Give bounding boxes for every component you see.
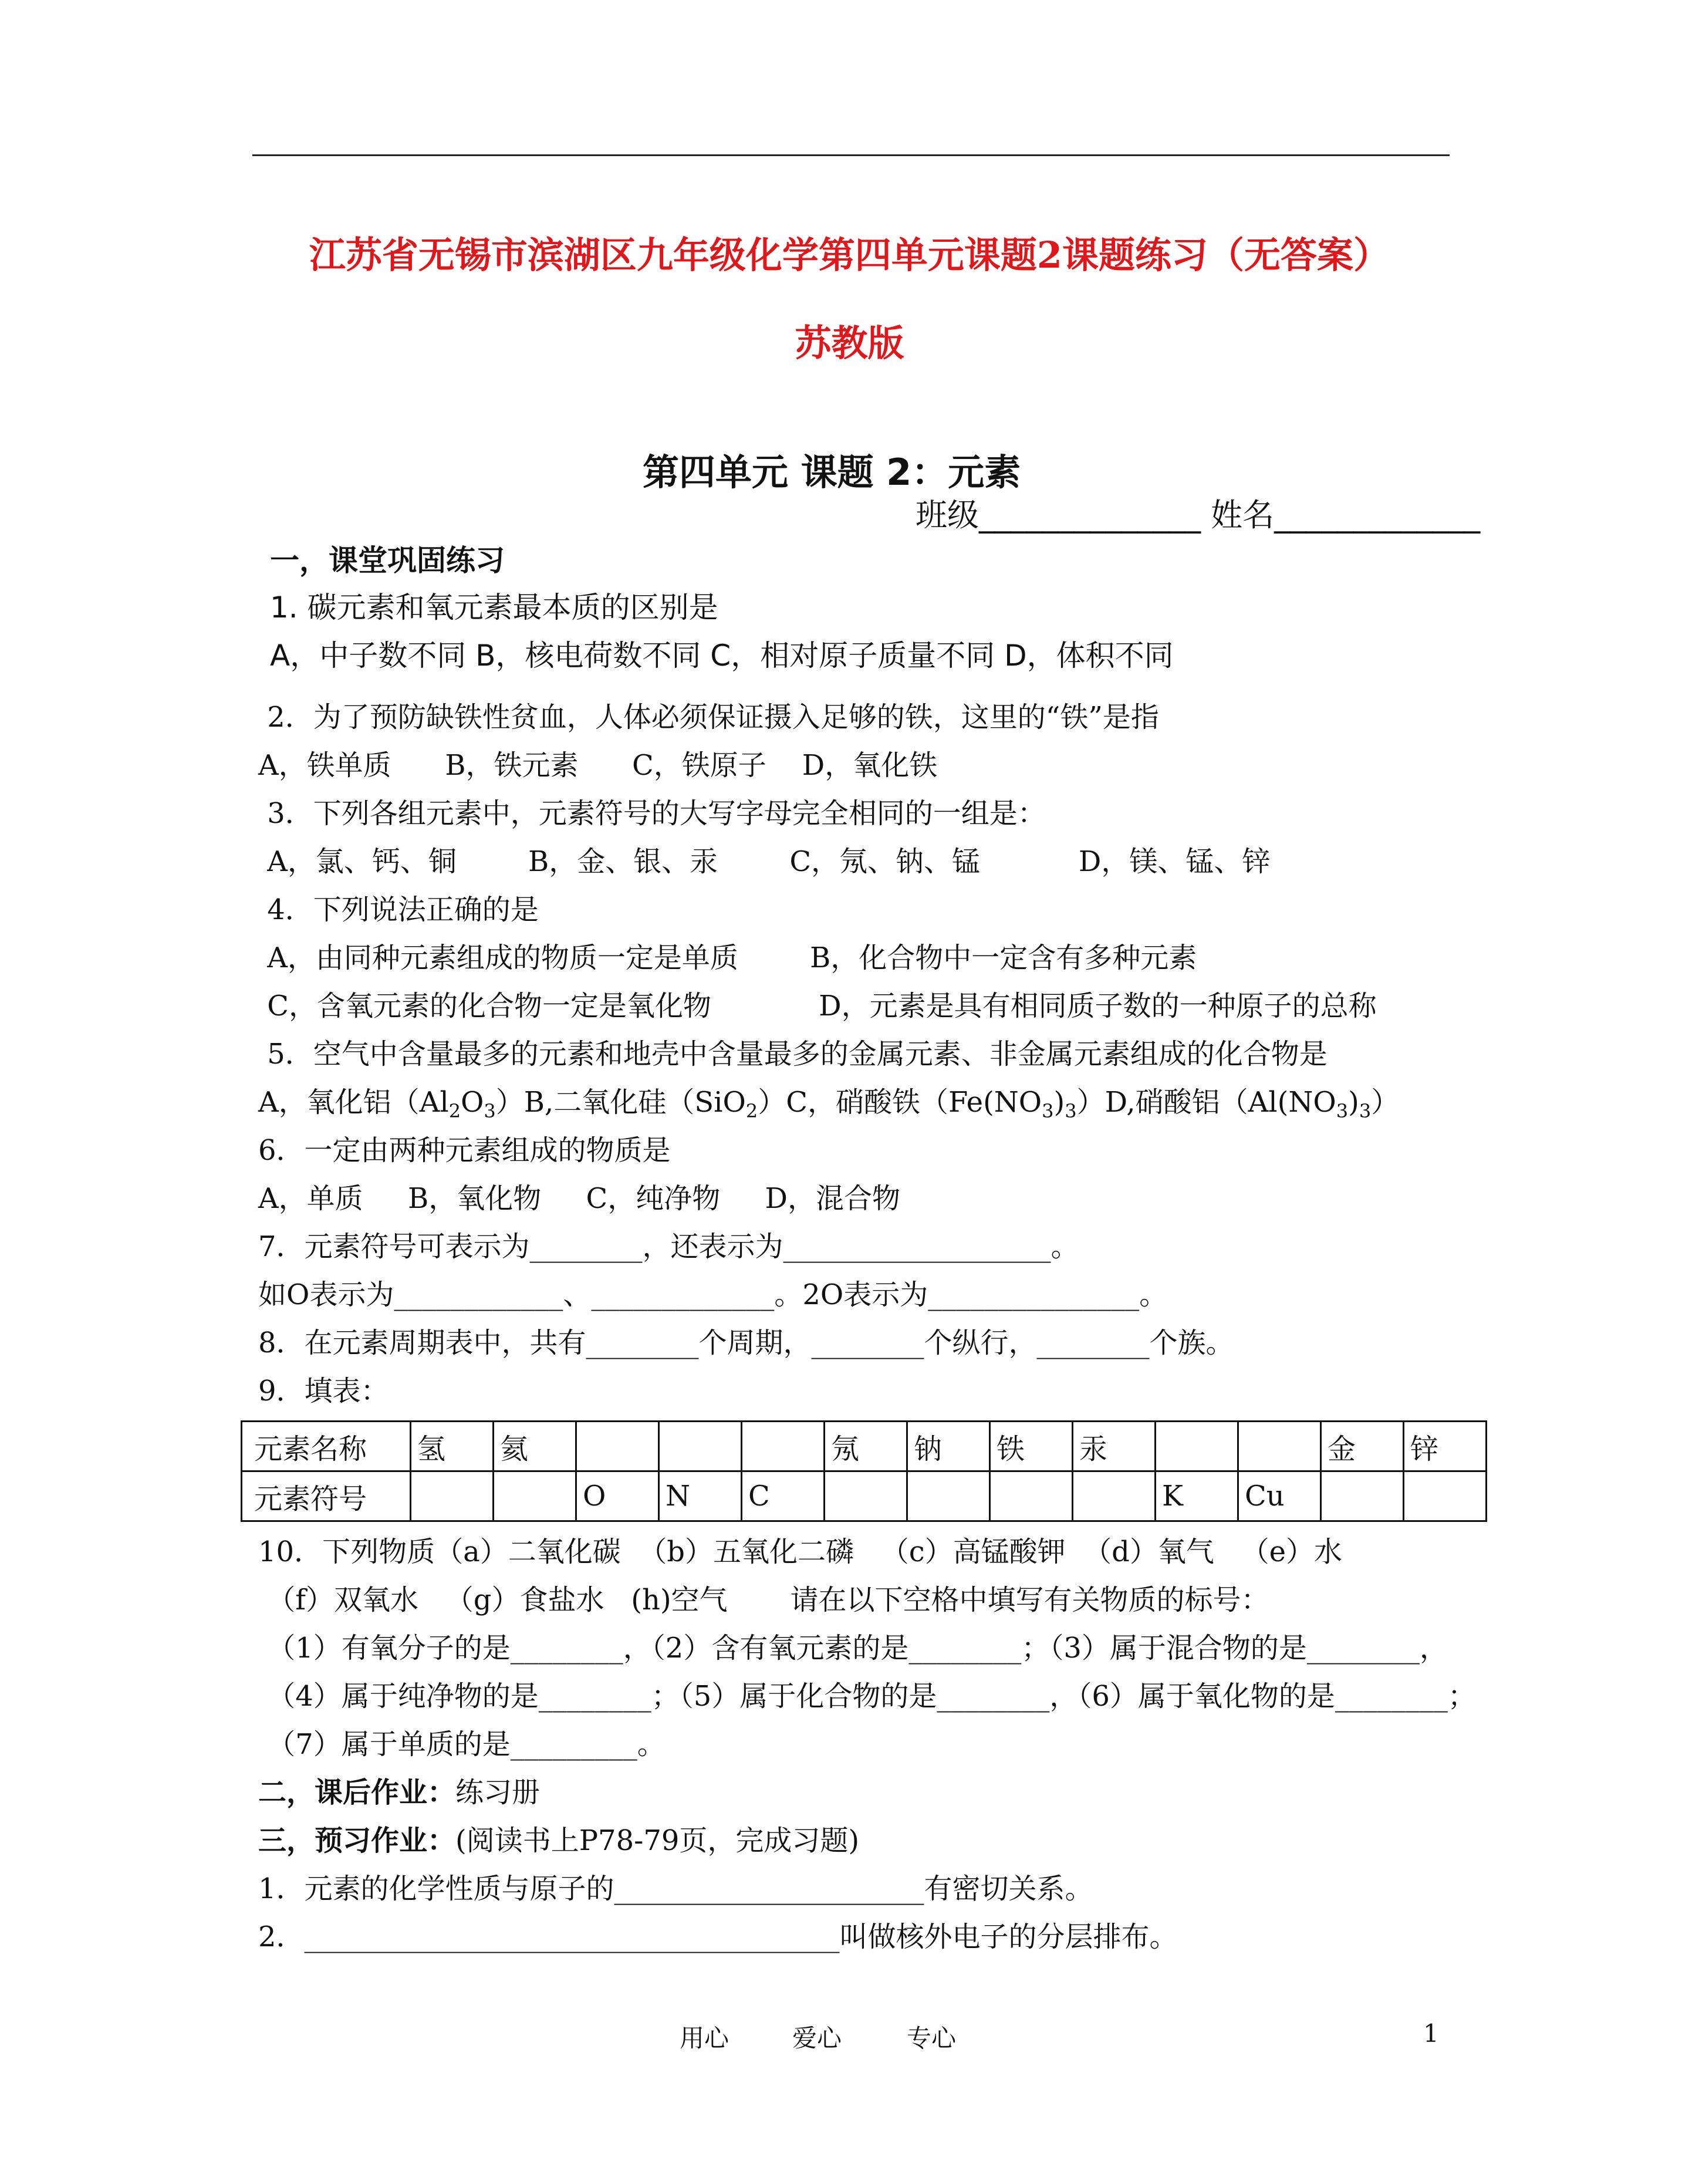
- table-cell: 氢: [411, 1422, 494, 1471]
- question-9: 9．填表：: [258, 1375, 389, 1407]
- header-rule: [252, 154, 1450, 156]
- question-10-line-5: （7）属于单质的是_________。: [258, 1728, 666, 1761]
- table-cell: [1321, 1471, 1404, 1521]
- question-7: 7．元素符号可表示为________，还表示为___________________。: [258, 1230, 1079, 1263]
- question-2: 2．为了预防缺铁性贫血，人体必须保证摄入足够的铁，这里的“铁”是指: [258, 701, 1159, 734]
- table-cell: 锌: [1404, 1422, 1487, 1471]
- scanned-header-block: [258, 443, 1523, 678]
- table-cell: [1156, 1422, 1238, 1471]
- table-cell: [659, 1422, 742, 1471]
- table-cell: 钠: [907, 1422, 990, 1471]
- question-4: 4．下列说法正确的是: [258, 893, 539, 926]
- class-name-line: 班级______________ 姓名_____________: [916, 497, 1481, 534]
- document-subtitle: 苏教版: [795, 322, 904, 364]
- table-cell: 氖: [825, 1422, 907, 1471]
- table-cell: [990, 1471, 1073, 1521]
- question-2-options: A，铁单质 B，铁元素 C，铁原子 D，氧化铁: [258, 749, 938, 782]
- question-4-options-b: C，含氧元素的化合物一定是氧化物 D，元素是具有相同质子数的一种原子的总称: [258, 990, 1377, 1022]
- element-table: [241, 1420, 1487, 1522]
- table-row: [242, 1471, 1487, 1521]
- question-8: 8．在元素周期表中，共有________个周期，________个纵行，________个族。: [258, 1326, 1234, 1359]
- table-cell: 氦: [494, 1422, 576, 1471]
- table-cell: [1238, 1422, 1321, 1471]
- preview-question-1: 1．元素的化学性质与原子的______________________有密切关系。: [258, 1872, 1093, 1905]
- table-cell: [825, 1471, 907, 1521]
- table-row: [242, 1422, 1487, 1471]
- table-cell: Cu: [1238, 1471, 1321, 1521]
- question-5: 5．空气中含量最多的元素和地壳中含量最多的金属元素、非金属元素组成的化合物是: [258, 1038, 1328, 1071]
- table-header-cell: 元素符号: [242, 1471, 411, 1521]
- table-cell: [494, 1471, 576, 1521]
- question-3: 3．下列各组元素中，元素符号的大写字母完全相同的一组是：: [258, 797, 1046, 830]
- document-title: 江苏省无锡市滨湖区九年级化学第四单元课题2课题练习（无答案）: [309, 234, 1390, 276]
- footer-text-1: 用心: [680, 2024, 729, 2053]
- footer-text-2: 爱心: [792, 2024, 842, 2053]
- question-5-options: A，氧化铝$(Al_2O_3)B$,二氧化硅（SiO$_2$）C，硝酸铁$(Fe(NO_3)_3)D$,硝酸铝$(Al(NO_3)_3)$: [258, 1086, 1400, 1122]
- question-4-options-a: A，由同种元素组成的物质一定是单质 B，化合物中一定含有多种元素: [258, 941, 1197, 974]
- section-3: 三，预习作业：(阅读书上P78-79页，完成习题): [258, 1824, 860, 1857]
- table-cell: [576, 1422, 659, 1471]
- table-cell: K: [1156, 1471, 1238, 1521]
- table-cell: [1073, 1471, 1156, 1521]
- question-3-options: A，氯、钙、铜 B，金、银、汞 C，氖、钠、锰 D，镁、锰、锌: [258, 845, 1271, 878]
- table-cell: [742, 1422, 825, 1471]
- table-cell: O: [576, 1471, 659, 1521]
- question-10-line-1: 10．下列物质（a）二氧化碳 （b）五氧化二磷 （c）高锰酸钾 （d）氧气 （e）水: [258, 1535, 1343, 1568]
- unit-title: 第四单元 课题 2：元素: [643, 451, 1021, 494]
- table-cell: [1404, 1471, 1487, 1521]
- page-number: 1: [1423, 2019, 1439, 2048]
- table-cell: 金: [1321, 1422, 1404, 1471]
- question-7-example: 如O表示为____________、_____________。2O表示为_______________。: [258, 1278, 1168, 1311]
- table-cell: [411, 1471, 494, 1521]
- question-1-options: A，中子数不同 B，核电荷数不同 C，相对原子质量不同 D，体积不同: [270, 639, 1174, 673]
- table-cell: 汞: [1073, 1422, 1156, 1471]
- question-10-line-4: （4）属于纯净物的是________；（5）属于化合物的是________，（6）属于氧化物的是________；: [258, 1680, 1476, 1713]
- question-6: 6．一定由两种元素组成的物质是: [258, 1134, 671, 1167]
- table-cell: N: [659, 1471, 742, 1521]
- question-1: 1. 碳元素和氧元素最本质的区别是: [270, 590, 718, 625]
- table-cell: 铁: [990, 1422, 1073, 1471]
- table-cell: [907, 1471, 990, 1521]
- question-10-line-3: （1）有氧分子的是________，（2）含有氧元素的是________；（3）属于混合物的是________，: [258, 1632, 1448, 1665]
- section-2: 二，课后作业：练习册: [258, 1776, 541, 1809]
- section-1-heading: 一，课堂巩固练习: [270, 544, 505, 578]
- preview-question-2: 2．______________________________________叫做核外电子的分层排布。: [258, 1920, 1178, 1953]
- table-cell: C: [742, 1471, 825, 1521]
- footer-text-3: 专心: [907, 2024, 957, 2053]
- question-6-options: A，单质 B，氧化物 C，纯净物 D，混合物: [258, 1182, 901, 1215]
- question-10-line-2: （f）双氧水 （g）食盐水 (h)空气 请在以下空格中填写有关物质的标号：: [258, 1584, 1269, 1616]
- table-header-cell: 元素名称: [242, 1422, 411, 1471]
